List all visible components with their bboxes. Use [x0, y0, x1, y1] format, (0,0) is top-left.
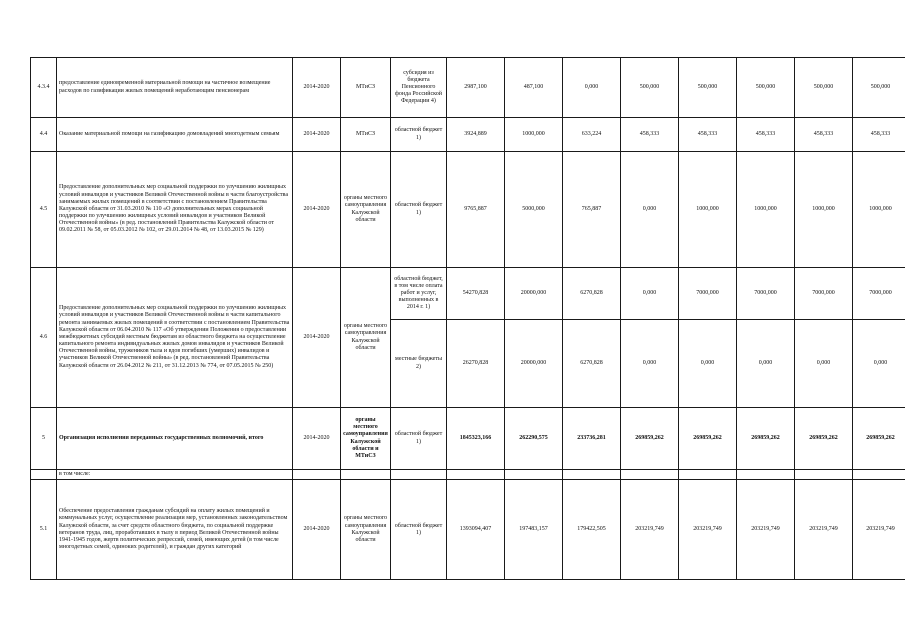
- value-year: 0,000: [621, 152, 679, 268]
- row-funding-source: областной бюджет 1): [391, 408, 447, 470]
- value-year: 197483,157: [505, 480, 563, 580]
- value-year: 203219,749: [679, 480, 737, 580]
- table-row: [31, 118, 905, 152]
- value-year: 0,000: [795, 320, 853, 408]
- row-period: 2014-2020: [293, 268, 341, 408]
- value-total: 54270,828: [447, 268, 505, 320]
- value-year: 500,000: [621, 58, 679, 118]
- value-year: 7000,000: [795, 268, 853, 320]
- value-year: 269859,262: [795, 408, 853, 470]
- value-year: 0,000: [737, 320, 795, 408]
- row-number: 4.5: [31, 152, 57, 268]
- value-year: 7000,000: [853, 268, 905, 320]
- value-year: 262290,575: [505, 408, 563, 470]
- value-year: 1000,000: [505, 118, 563, 152]
- value-year: 500,000: [679, 58, 737, 118]
- table-row: [31, 152, 905, 268]
- value-year: 20000,000: [505, 268, 563, 320]
- value-year: 233736,281: [563, 408, 621, 470]
- value-year: 1000,000: [679, 152, 737, 268]
- value-total: 1393094,407: [447, 480, 505, 580]
- value-year: 765,887: [563, 152, 621, 268]
- value-year: 5000,000: [505, 152, 563, 268]
- value-year: 269859,262: [621, 408, 679, 470]
- table-row: [31, 480, 905, 580]
- value-total: 3924,889: [447, 118, 505, 152]
- row-description: предоставление единовременной материальной помощи на частичное возмещение расходов по газификации жилых помещений неработающим пенсионерам: [57, 58, 293, 118]
- value-year: 1000,000: [737, 152, 795, 268]
- value-year: 500,000: [795, 58, 853, 118]
- value-year: 500,000: [737, 58, 795, 118]
- value-year: 6270,828: [563, 268, 621, 320]
- row-funding-source: областной бюджет 1): [391, 480, 447, 580]
- value-year: 633,224: [563, 118, 621, 152]
- value-year: 203219,749: [853, 480, 905, 580]
- value-year: 269859,262: [853, 408, 905, 470]
- table-row: [31, 470, 905, 480]
- value-year: 179422,505: [563, 480, 621, 580]
- row-number: 4.6: [31, 268, 57, 408]
- value-total: 2987,100: [447, 58, 505, 118]
- value-year: 20000,000: [505, 320, 563, 408]
- value-year: 1000,000: [795, 152, 853, 268]
- row-executor: органы местного самоуправления Калужской области: [341, 480, 391, 580]
- row-description: Оказание материальной помощи на газификацию домовладений многодетным семьям: [57, 118, 293, 152]
- row-executor: МТиСЗ: [341, 118, 391, 152]
- value-year: 500,000: [853, 58, 905, 118]
- row-period: 2014-2020: [293, 408, 341, 470]
- row-executor: органы местного самоуправления Калужской области: [341, 152, 391, 268]
- value-year: 458,333: [795, 118, 853, 152]
- row-description: Организация исполнения переданных государственных полномочий, итого: [57, 408, 293, 470]
- value-year: 0,000: [621, 320, 679, 408]
- value-year: 7000,000: [737, 268, 795, 320]
- row-number: 5.1: [31, 480, 57, 580]
- value-total: 1845323,166: [447, 408, 505, 470]
- row-period: 2014-2020: [293, 152, 341, 268]
- value-year: 7000,000: [679, 268, 737, 320]
- value-year: 269859,262: [679, 408, 737, 470]
- row-number: 4.4: [31, 118, 57, 152]
- value-year: 458,333: [679, 118, 737, 152]
- row-executor: МТиСЗ: [341, 58, 391, 118]
- value-year: 458,333: [737, 118, 795, 152]
- row-number: 4.3.4: [31, 58, 57, 118]
- row-period: 2014-2020: [293, 58, 341, 118]
- value-year: 458,333: [621, 118, 679, 152]
- row-funding-source: областной бюджет 1): [391, 152, 447, 268]
- row-funding-source: местные бюджеты 2): [391, 320, 447, 408]
- subheading: в том числе:: [57, 470, 293, 480]
- value-total: 26270,828: [447, 320, 505, 408]
- value-year: 1000,000: [853, 152, 905, 268]
- row-funding-source: областной бюджет 1): [391, 118, 447, 152]
- value-year: 203219,749: [621, 480, 679, 580]
- value-year: 487,100: [505, 58, 563, 118]
- value-year: 0,000: [563, 58, 621, 118]
- row-description: Обеспечение предоставления гражданам субсидий на оплату жилых помещений и коммунальных услуг, осуществление реализации мер, установленных законодательством Калужской области, за счет средств областного бюджета, по социальной поддержке ветеранов труда, лиц, проработавших в тылу в период Великой Отечественной войны 1941-1945 годов, жертв политических репрессий, семей, имеющих детей (в том числе многодетных семей, одиноких родителей), и граждан других категорий: [57, 480, 293, 580]
- table-row: [31, 58, 905, 118]
- value-year: 0,000: [853, 320, 905, 408]
- value-year: 203219,749: [737, 480, 795, 580]
- row-period: 2014-2020: [293, 118, 341, 152]
- value-year: 6270,828: [563, 320, 621, 408]
- value-year: 0,000: [679, 320, 737, 408]
- row-executor: органы местного самоуправления Калужской области и МТиСЗ: [341, 408, 391, 470]
- value-total: 9765,887: [447, 152, 505, 268]
- row-description: Предоставление дополнительных мер социальной поддержки по улучшению жилищных условий инвалидов и участников Великой Отечественной войны в части капитального ремонта занимаемых жилых помещений в соответствии с постановлением Правительства Калужской области от 06.04.2010 № 117 «Об утверждении Положения о предоставлении межбюджетных субсидий местным бюджетам из областного бюджета на осуществление капитального ремонта индивидуальных жилых домов инвалидов и участников Великой Отечественной войны, тружеников тыла и вдов погибших (умерших) инвалидов и участников Великой Отечественной войны» (в ред. постановлений Правительства Калужской области от 26.04.2012 № 211, от 31.12.2013 № 774, от 07.05.2015 № 250): [57, 268, 293, 408]
- row-funding-source: областной бюджет, в том числе оплата работ и услуг, выполненных в 2014 г. 1): [391, 268, 447, 320]
- row-funding-source: субсидия из бюджета Пенсионного фонда Российской Федерации 4): [391, 58, 447, 118]
- value-year: 269859,262: [737, 408, 795, 470]
- row-description: Предоставление дополнительных мер социальной поддержки по улучшению жилищных условий инвалидов и участников Великой Отечественной войны в части благоустройства занимаемых жилых помещений в соответствии с постановлением Правительства Калужской области от 31.03.2010 № 110 «О дополнительных мерах социальной поддержки по улучшению жилищных условий инвалидов и участников Великой Отечественной войны» (в ред. постановлений Правительства Калужской области от 09.02.2011 № 58, от 05.03.2012 № 102, от 29.01.2014 № 48, от 13.03.2015 № 129): [57, 152, 293, 268]
- value-year: 203219,749: [795, 480, 853, 580]
- value-year: 0,000: [621, 268, 679, 320]
- program-table: [30, 57, 905, 580]
- table-row: [31, 268, 905, 320]
- row-executor: органы местного самоуправления Калужской области: [341, 268, 391, 408]
- row-period: 2014-2020: [293, 480, 341, 580]
- table-row: [31, 408, 905, 470]
- row-number: 5: [31, 408, 57, 470]
- value-year: 458,333: [853, 118, 905, 152]
